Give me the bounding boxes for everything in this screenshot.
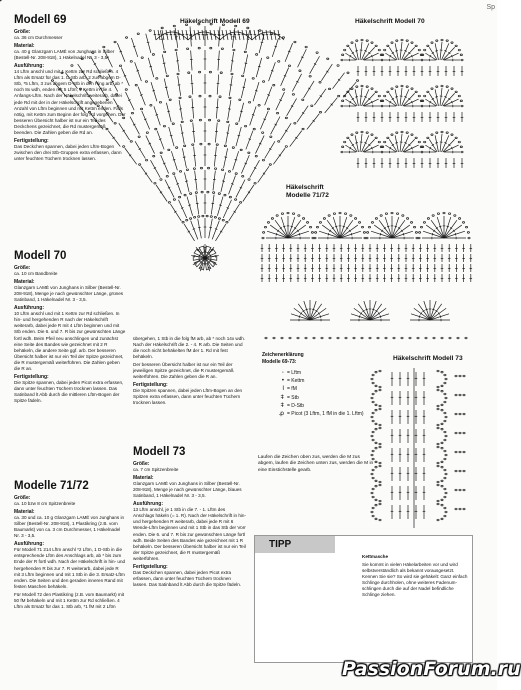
section-label: Fertigstellung: — [14, 137, 49, 144]
section-label: Material: — [14, 508, 35, 515]
material-text: ca. 30 und ca. 10 g Glanzgarn LAMÉ von Junghans in Silber (Bestell-Nr. 208-918), 1 Plastikring (z.B. vom Baumarkt) von ca. 3 cm Durchmesser, 1 Häkelnadel Nr. 3 - 3,5. — [14, 515, 125, 539]
section-label: Fertigstellung: — [14, 373, 49, 380]
legend-label: = Picot (3 Lftm, 1 fM in die 1. Lftm) — [287, 411, 364, 418]
section-label: Material: — [14, 278, 35, 285]
watermark: PassionForum.ru — [342, 658, 521, 680]
treble-crochet-icon: ǂ — [280, 402, 284, 409]
section-label: Größe: — [14, 495, 31, 501]
tipp-heading: TIPP — [255, 536, 335, 553]
legend-label: = Kettm — [287, 378, 305, 385]
modell-73-heading: Modell 73 — [133, 446, 186, 458]
instructions-text: 10 Lftm anschl und mit 1 Kettm zur Rd schließen. In hin- und hergehenden R nach der Häkelschrift weiterarb, dabei jede R mit 4 Lftm beginnen und mit Stb enden. Die 6. und 7. R bis zur gewünschten Länge fortl wdh. Beim Pfeil neu anschlingen und zunächst eine Seite des Bandes wie gezeichnet mit 2 R behäkeln, die andere Seite ggf. arb. Der besseren Übersicht halber ist nur ein Teil der Spitze gezeichnet, die R mustergemäß weiterführen. Die Zahlen geben die R an. — [14, 311, 126, 372]
legend-row — [262, 410, 392, 418]
tipp-title: Kettmasche — [362, 554, 389, 559]
size-text: ca. 10 cm Bandbreite — [14, 271, 58, 277]
section-label: Fertigstellung: — [133, 381, 168, 388]
modelle-71-72-heading: Modelle 71/72 — [14, 480, 89, 492]
instructions-text-72: Für Modell 72 den Plastikring (z.B. vom Baumarkt) mit 50 fM behäkeln und mit 1 Kettm zur Rd schließen. 4 Lftm als Ersatz für das 1. Stb arb, *1 fM mit 2 Lftm — [14, 591, 125, 609]
continuation-p2: Der besseren Übersicht halber ist nur ein Teil der jeweiligen Spitze gezeichnet, die R mustergemäß weiterführen. Die Zahlen geben die R an. — [133, 361, 234, 380]
instructions-text: 14 Lftm anschl und mit 1 Kettm zur Rd schließen. 4 Lftm als Ersatz für das 1. D-Stb arb, 2 zus abgem D-Stb, *5 Lftm, 3 zus abgem D-Stb in den Ring arb, ab * noch 8x wdh, enden mit 5 Lftm, 1 Kettm in die 4. Anfangs-Lftm. Nach der Häkelschrift weiterarb, dabei jede Rd mit der in der Häkelschrift angegebenen Anzahl von Lftm beginnen und mit Kettm enden. Falls nötig, mit Kettm zum Beginn der folg Rd vorgehen. Der besseren Übersicht halber ist nur ein Teil des Deckchens gezeichnet, die Rd mustergemäß beenden. Die Zahlen geben die Rd an. — [14, 69, 126, 136]
section-label: Größe: — [133, 461, 150, 467]
legend-label: = Lftm — [287, 370, 302, 377]
section-label: Fertigstellung: — [133, 563, 168, 570]
diagram-70 — [341, 39, 463, 168]
legend-note: Laufen die Zeichen oben zus, werden die M zus abgem, laufen die Zeichen unten zus, werden die M in eine Einstichstelle gearb. — [258, 455, 374, 473]
chart-title-7172-line2: Modelle 71/72 — [286, 192, 329, 199]
chart-title-69: Häkelschrift Modell 69 — [180, 18, 250, 25]
legend-label: = D-Stb — [287, 402, 305, 409]
tipp-box — [254, 535, 473, 663]
instructions-text-71: Für Modell 71 214 Lftm anschl *2 Lftm, 1 D-Stb in die entsprechende Lftm des Anschlags arb, ab * bis zum Ende der R fortl wdh. Nach der Häkelschrift in hin- und hergehenden R bis zur 7. R weiterarb, dabei jede R mit 3 Lftm beginnen und mit 1 Stb in die 3. Ersatz-Lftm enden. Die Seiten und den geraden inneren Rand mit festen Maschen behäkeln. — [14, 547, 126, 589]
diagram-69 — [51, 23, 358, 271]
chart-title-73: Häkelschrift Modell 73 — [393, 355, 463, 362]
section-label: Material: — [14, 42, 35, 49]
section-label: Ausführung: — [14, 541, 44, 548]
tipp-body: Sie kommt in vielen Häkelarbeiten vor und wird selbstverständlich als bekannt vorausgesetzt. Kennen Sie sie? So wird sie gehäkelt: Ganz einfach Schlinge durchholen, ohne weiteres Fadenum-schlingen durch die auf der Nadel befindliche Schlinge ziehen. — [362, 562, 468, 597]
section-label: Größe: — [14, 29, 31, 35]
instructions-text: 13 Lftm anschl, je 1 Stb in die 7. - 1. Lftm des Anschlags häkeln (= 1. R). Nach der Häkelschrift in hin- und hergehenden R weiterarb, dabei jede R mit 6 Wende-Lftm beginnen und mit 1 Stb in das Stb der Vorr enden. Die 6. und 7. R bis zur gewünschten Länge fortl wdh. Beide Seiten des Bandes wie gezeichnet mit 1 R behäkeln. Der besseren Übersicht halber ist nur ein Teil der Spitze gezeichnet, die R mustergemäß weiterführen. — [133, 507, 246, 561]
legend-row — [262, 385, 392, 393]
modell-70-heading: Modell 70 — [14, 250, 67, 262]
section-label: Material: — [133, 474, 154, 481]
legend-label: = fM — [287, 386, 297, 393]
material-text: ca. 40 g Glanzgarn LAMÉ von Junghans in Silber (Bestell-Nr. 208-918), 1 Häkelnadel Nr. 3 - 3,5. — [14, 49, 115, 61]
section-label: Ausführung: — [14, 304, 44, 311]
size-text: ca. 36 cm Durchmesser — [14, 35, 63, 41]
modell-69-heading: Modell 69 — [14, 14, 67, 26]
legend-row — [262, 394, 392, 402]
size-text: ca. 10 bzw 8 cm Spitzenbreite — [14, 501, 76, 507]
material-text: Glanzgarn LAMÉ von Junghans in Silber (Bestell-Nr. 208-918), Menge je nach gewünschter Länge, blaues Satinband, 1 Häkelnadel Nr. 3 - 3,5. — [133, 481, 242, 499]
legend-row — [262, 402, 392, 410]
section-label: Größe: — [14, 265, 31, 271]
finishing-text: Das Deckchen spannen, dabei jeden Picot extra erfassen, dann unter feuchten Tüchern trocknen lassen. Das Satinband lt Abb durch die Spitze fädeln. — [133, 569, 242, 587]
continuation-p1: übergehen, 1 Stb in die folg fM arb, ab * noch 14x wdh. Nach der Häkelschrift die 2. - 4. R arb. Die Seiten und die noch nicht behäkelten fM der 1. Rd mit fest behäkeln. — [133, 336, 246, 360]
section-label: Ausführung: — [133, 500, 163, 507]
slip-stitch-icon: • — [281, 378, 284, 385]
chart-title-70: Häkelschrift Modell 70 — [355, 18, 425, 25]
single-crochet-icon: I — [282, 386, 284, 393]
legend-row — [262, 369, 392, 377]
tipp-text — [362, 554, 468, 598]
finishing-text: Die Spitzen spannen, dabei jeden Lftm-Bogen an den Spitzen extra erfassen, dann unter feuchten Tüchern trocknen lassen. — [133, 388, 243, 406]
double-crochet-icon: ǂ — [280, 394, 284, 401]
legend-title-2: Modelle 69-73: — [262, 358, 297, 365]
picot-icon: ꝓ — [279, 411, 284, 418]
page-corner-text: Sp — [486, 4, 495, 11]
legend-label: = Stb — [287, 394, 299, 401]
symbol-legend — [262, 352, 392, 418]
chart-title-7172-line1: Häkelschrift — [286, 184, 324, 191]
legend-row — [262, 377, 392, 385]
finishing-text: Das Deckchen spannen, dabei jeden Lftm-Bogen zwischen den drei Stb-Gruppen extra erfassen, dann unter feuchten Tüchern trocknen lassen. — [14, 143, 122, 162]
legend-title-1: Zeichenerklärung — [262, 352, 304, 358]
size-text: ca. 7 cm Spitzenbreite — [133, 467, 179, 473]
finishing-text: Die Spitze spannen, dabei jeden Picot extra erfassen, dann unter feuchten Tüchern trocknen lassen. Das Satinband lt Abb durch die mittleren Lftm-Bogen der Spitze fädeln. — [14, 379, 124, 404]
chain-stitch-icon: ◦ — [281, 370, 284, 377]
section-label: Ausführung: — [14, 62, 44, 69]
material-text: Glanzgarn LAMÉ von Junghans in Silber (Bestell-Nr. 208-918), Menge je nach gewünschter Länge, grünes Satinband, 1 Häkelnadel Nr. 3 - 3,5. — [14, 285, 124, 303]
